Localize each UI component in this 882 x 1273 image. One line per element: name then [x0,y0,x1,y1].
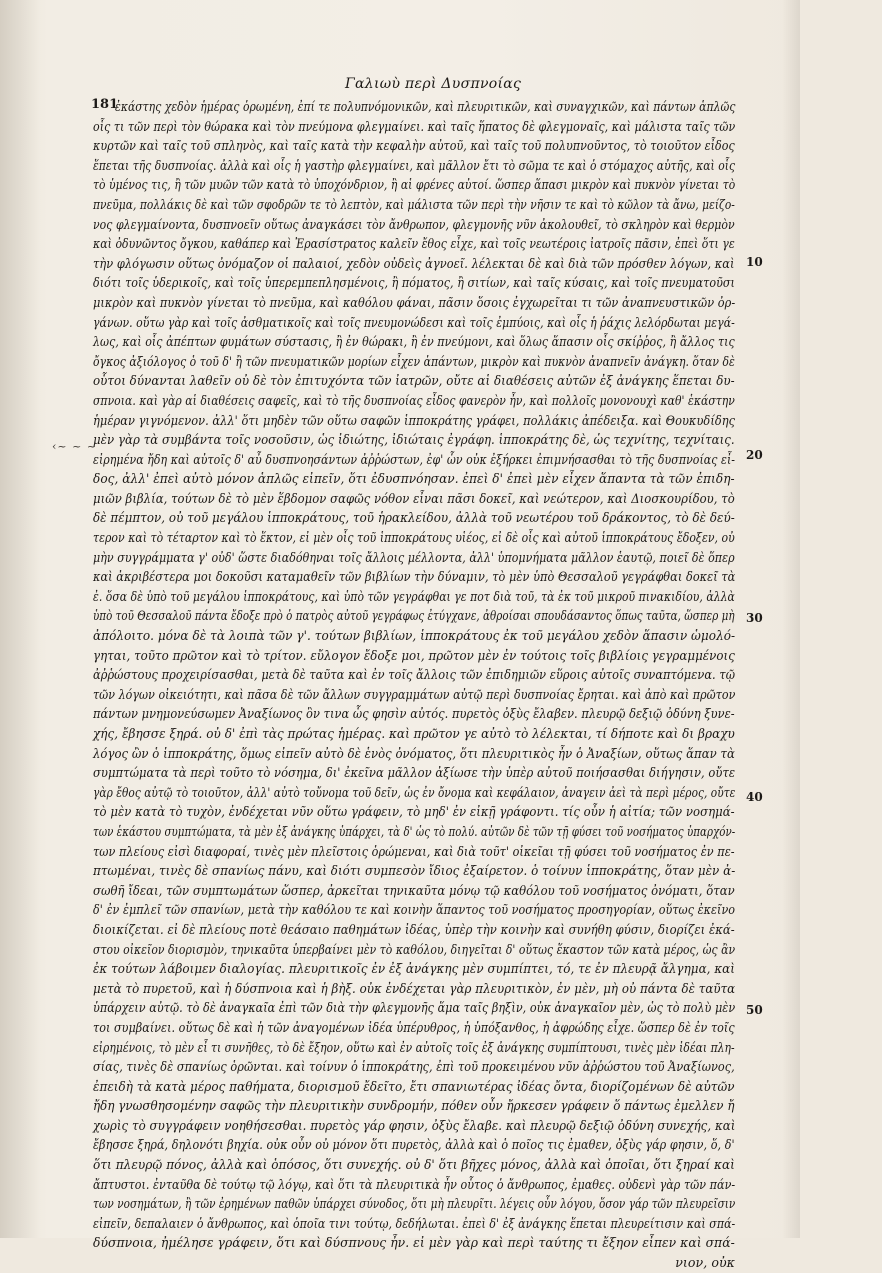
text-line: δὲ πέμπτον, οὐ τοῦ μεγάλου ἱπποκράτους, τοῦ ἡρακλείδου, ἀλλὰ τοῦ νεωτέρου τοῦ δράκοντος, τὸ δὲ δεύ- [93,510,735,526]
text-line: λόγος ὢν ὁ ἱπποκράτης, ὅμως εἰπεῖν αὐτὸ δὲ ἑνὸς ὀνόματος, ὅτι πλευριτικὸς ἦν ὁ Ἀναξίων, οὕτως ἅπαν τὰ [93,745,735,761]
text-line: ὄγκος ἀξιόλογος ὁ τοῦ δ' ἢ τῶν πνευματικῶν μορίων εἶχεν ἁπάντων, μικρὸν καὶ πυκνὸν ἀναπνεῖν ἀνάγκη. ὅταν δὲ [93,353,735,369]
text-line: γάνων. οὕτω γὰρ καὶ τοῖς ἀσθματικοῖς καὶ τοῖς πνευμονώδεσι καὶ τοῖς ἐμπύοις, καὶ οἷς ἡ ῥάχις λελόρδωται μεγά- [93,314,735,330]
text-line: οἷς τι τῶν περὶ τὸν θώρακα καὶ τὸν πνεύμονα φλεγμαίνει. καὶ ταῖς ἥπατος δὲ φλεγμοναῖς, καὶ μάλιστα ταῖς τῶν [93,118,736,134]
text-line: εἰπεῖν, δεπαλαιεν ὁ ἄνθρωπος, καὶ ὁποῖα τινι τούτῳ, δεδήλωται. ἐπεὶ δ' ἐξ ἀνάγκης ἕπεται πλευρείτισιν καὶ σπά- [93,1215,736,1231]
text-line: ἔβησσε ξηρά, δηλονότι βηχία. οὐκ οὖν οὐ μόνον ὅτι πυρετὸς, ἀλλὰ καὶ ὁ ποῖος τις ἐμαθεν, ὀξὺς γάρ φησιν, ὅ, δ' [93,1137,735,1153]
text-line: χωρὶς τὸ συγγράφειν νοηθήσεσθαι. πυρετὸς γάρ φησιν, ὀξὺς ἔλαβε. καὶ πλευρῷ δεξιῷ ὀδύνη συνεχής, καὶ [93,1117,736,1133]
text-line: καὶ ἀκριβέστερα μοι δοκοῦσι καταμαθεῖν τῶν βιβλίων τὴν δύναμιν, τὸ μὲν ὑπὸ Θεσσαλοῦ γεγράφθαι δοκεῖ τὰ [93,569,736,585]
running-head: Γαλιωὺ περὶ Δυσπνοίας [345,76,522,92]
text-line: ἀπόλοιτο. μόνα δὲ τὰ λοιπὰ τῶν γ'. τούτων βιβλίων, ἱπποκράτους ἐκ τοῦ μεγάλου χεδὸν ἅπασιν ὡμολό- [93,628,736,644]
text-line: καὶ ὀδυνῶντος ὄγκου, καθάπερ καὶ Ἐρασίστρατος καλεῖν ἔθος εἶχε, καὶ τοῖς νεωτέροις ἰατροῖς πᾶσιν, ἐπεὶ ὅτι γε [93,236,735,252]
text-line: δ' ἐν ἐμπλεῖ τῶν σπανίων, μετὰ τὴν καθόλου τε καὶ κοινὴν ἅπαντος τοῦ νοσήματος προσηγορίαν, οὕτως ἐκεῖνο [93,902,736,918]
text-line: σωθῆ ἴδεαι, τῶν συμπτωμάτων ὥσπερ, ἀρκεῖται τηνικαῦτα μόνῳ τῷ καθόλου τοῦ νοσήματος ὀνόματι, ὅταν [93,882,735,898]
page-edge-shadow [782,0,800,1238]
text-line: κυρτῶν καὶ ταῖς τοῦ σπληνὸς, καὶ ταῖς κατὰ τὴν κεφαλὴν αὐτοῦ, καὶ ταῖς τοῦ πολυπνοῦντος, τὸ τοιοῦτον εἶδος [93,138,735,154]
line-number-40: 40 [746,790,763,804]
text-line: μετὰ τὸ πυρετοῦ, καὶ ἡ δύσπνοια καὶ ἡ βὴξ. οὐκ ἐνδέχεται γὰρ πλευριτικὸν, ἐν μὲν, μὴ οὐ πάντα δὲ ταῦτα [93,980,736,996]
text-line: ἄπτυστοι. ἐνταῦθα δὲ τούτῳ τῷ λόγῳ, καὶ ὅτι τὰ πλευριτικὰ ἦν οὗτος ὁ ἄνθρωπος, ἐμαθες. οὐδενὶ γὰρ τῶν πάν- [93,1176,736,1192]
text-line: μιῶν βιβλία, τούτων δὲ τὸ μὲν ἕβδομον σαφῶς νόθον εἶναι πᾶσι δοκεῖ, καὶ νεώτερον, καὶ Διοσκουρίδου, τὸ [93,490,735,506]
text-line: τοι συμβαίνει. οὕτως δὲ καὶ ἡ τῶν ἀναγομένων ἰδέα ὑπέρυθρος, ἡ ὑπόξανθος, ἡ ἀφρώδης εἶχε. ὥσπερ δὲ ἐν τοῖς [93,1019,735,1035]
text-line: χής, ἔβησσε ξηρά. οὐ δ' ἐπὶ τὰς πρώτας ἡμέρας. καὶ πρῶτον γε αὐτὸ τὸ λέλεκται, τί δήποτε καὶ δι βραχυ [93,726,735,741]
text-line: πνεῦμα, πολλάκις δὲ καὶ τῶν σφοδρῶν τε τὸ λεπτὸν, καὶ μάλιστα τῶν περὶ τὴν νῆσιν τε καὶ τὸ κῶλον τὰ ἄνω, μείζο- [93,196,735,212]
text-line: ὑπὸ τοῦ Θεσσαλοῦ πάντα ἔδοξε πρὸ ὁ πατρὸς αὐτοῦ γεγράφως ἐτύγχανε, ἀθροίσαι σπουδάσαντος ὅπως ταῦτα, ὥσπερ μὴ [93,608,735,624]
text-line: διοικίζεται. εἰ δὲ πλείους ποτὲ θεάσαιο παθημάτων ἰδέας, ὑπὲρ τὴν κοινὴν καὶ συνήθη φύσιν, διορίζει ἐκά- [93,921,735,937]
line-number-50: 50 [746,1003,763,1017]
line-number-30: 30 [746,611,763,625]
text-line: ἐ. ὅσα δὲ ὑπὸ τοῦ μεγάλου ἱπποκράτους, καὶ ὑπὸ τῶν γεγράφθαι γε ποτ διὰ τοῦ, τὰ ἐκ τοῦ μικροῦ πινακιδίου, ἀλλὰ [93,588,735,604]
text-line: ἤδη γνωσθησομένην σαφῶς τὴν πλευριτικὴν συνδρομήν, πόθεν οὖν ἤρκεσεν γράφειν ὅ πάντως ἐμελλεν ἤ [93,1098,735,1114]
text-line: εἰρημένοις, τὸ μὲν εἶ τι συνῆθες, τὸ δὲ ἔξηον, οὕτω καὶ ἐν αὐτοῖς τοῖς ἐξ ἀνάγκης συμπίπτουσι, τινὲς μὲν ἰδέαι πλη- [93,1039,735,1055]
text-line: γὰρ ἔθος αὐτῷ τὸ τοιοῦτον, ἀλλ' αὐτὸ τοὔνομα τοῦ δεῖν, ὡς ἐν ὄνομα καὶ κεφάλαιον, ἀναγειν ἀεὶ τὰ περὶ μέρος, οὔτε [93,784,736,800]
page-number: 181 [91,97,119,112]
text-line: νιον, οὐκ [675,1255,735,1271]
text-line: τὸ ὑμένος τις, ἢ τῶν μυῶν τῶν κατὰ τὸ ὑποχόνδριον, ἢ αἱ φρένες αὐτοί. ὥσπερ ἅπασι μικρὸν καὶ πυκνὸν γίνεται τὸ [93,177,736,193]
text-line: λως, καὶ οἷς ἀπέπτων φυμάτων σύστασις, ἢ ἐν θώρακι, ἢ ἐν πνεύμονι, καὶ ὅλως ἅπασιν οἷς σκίῤῥος, ἢ ἄλλος τις [93,334,735,350]
text-line: σπνοια. καὶ γὰρ αἱ διαθέσεις σαφεῖς, καὶ τὸ τῆς δυσπνοίας εἶδος φανερὸν ἦν, καὶ πολλοῖς μονονουχὶ καθ' ἑκάστην [93,392,735,408]
text-line: πάντων μνημονεύσωμεν Ἀναξίωνος ὃν τινα ὧς φησὶν αὐτός. πυρετὸς ὀξὺς ἔλαβεν. πλευρῷ δεξιῷ ὀδύνη ξυνε- [93,706,735,722]
marginal-annotation-mark: ‹~ ~ ~ [52,440,98,453]
line-number-20: 20 [746,448,763,462]
text-line: τὸ μὲν κατὰ τὸ τυχὸν, ἐνδέχεται νῦν οὕτω γράφειν, τὸ μηδ' ἐν εἰκῇ γράφοντι. τίς οὖν ἡ αἰτία; τῶν νοσημά- [93,804,735,820]
text-line: πτωμέναι, τινὲς δὲ σπανίως πάνυ, καὶ διότι συμπεσὸν ἴδιος ἐξαίρετον. ὁ τοίνυν ἱπποκράτης, ὅταν μὲν ἀ- [93,863,736,879]
text-line: ἀῤῥώστους προχειρίσασθαι, μετὰ δὲ ταῦτα καὶ ἐν τοῖς ἄλλοις τῶν ἐπιδημιῶν εὕροις αὐτοῖς συναπτόμενα. τῷ [93,667,736,683]
text-line: ἡμέραν γιγνόμενον. ἀλλ' ὅτι μηδὲν τῶν οὕτω σαφῶν ἱπποκράτης γράφει, πολλάκις ἀπέδειξα. καὶ Θουκυδίδης [93,412,736,428]
text-line: συμπτώματα τὰ περὶ τοῦτο τὸ νόσημα, δι' ἐκεῖνα μᾶλλον ἀξίωσε τὴν ὑπὲρ αὐτοῦ ποιήσασθαι διήγησιν, οὔτε [93,765,736,781]
text-line: στου οἰκεῖον διορισμὸν, τηνικαῦτα ὑπερβαίνει μὲν τὸ καθόλου, διηγεῖται δ' οὕτως ἕκαστον τῶν κατὰ μέρος, ὡς ἂν [93,941,736,957]
text-line: νος φλεγμαίνοντα, δυσπνοεῖν οὕτως ἀναγκάσει τὸν ἄνθρωπον, φλεγμονῆς νῦν ἀκολουθεῖ, τὸ σκληρὸν καὶ θερμὸν [93,216,735,232]
text-line: διότι τοῖς ὑδερικοῖς, καὶ τοῖς ὑπερεμπεπλησμένοις, ἢ πόματος, ἢ σιτίων, καὶ ταῖς κύσαις, καὶ τοῖς πνευματοῦσι [93,275,735,291]
text-line: μὲν γὰρ τὰ συμβάντα τοῖς νοσοῦσιν, ὡς ἰδιώτης, ἰδιώταις ἐγράφη. ἱπποκράτης δὲ, ὡς τεχνίτης, τεχνίταις. [93,432,735,448]
text-line: ὑπάρχειν αὐτῷ. τὸ δὲ ἀναγκαῖα ἐπὶ τῶν διὰ τὴν φλεγμονῆς ἅμα ταῖς βηξὶν, οὐκ ἀναγκαῖον μὲν, ὡς τὸ πολὺ μὲν [93,1000,736,1016]
line-number-10: 10 [746,255,763,269]
text-line: οὗτοι δύνανται λαθεῖν οὐ δὲ τὸν ἐπιτυχόντα τῶν ἰατρῶν, οὔτε αἱ διαθέσεις αὐτῶν ἐξ ἀνάγκης ἕπεται δυ- [93,373,735,389]
text-line: γηται, τοῦτο πρῶτον καὶ τὸ τρίτον. εὔλογον ἔδοξε μοι, πρῶτον μὲν ἐν τούτοις τοῖς βιβλίοις γεγραμμένοις [93,647,735,663]
text-line: μὴν συγγράμματα γ' οὐδ' ὥστε διαδόθηναι τοῖς ἄλλοις μέλλοντα, ἀλλ' ὑπομνήματα μᾶλλον ἑαυτῷ, ποιεῖ δὲ ὅπερ [93,549,735,565]
text-line: τὴν φλόγωσιν οὕτως ὀνόμαζον οἱ παλαιοί, χεδὸν οὐδεὶς ἀγνοεῖ. λέλεκται δὲ καὶ διὰ τῶν πρόσθεν λόγων, καὶ [93,255,735,271]
text-line: σίας, τινὲς δὲ σπανίως ὁρῶνται. καὶ τοίνυν ὁ ἱπποκράτης, ἐπὶ τοῦ προκειμένου νῦν ἀῤῥώστου τοῦ Ἀναξίωνος, [93,1059,735,1075]
text-line: ἐπειδὴ τὰ κατὰ μέρος παθήματα, διορισμοῦ ἔδεῖτο, ἔτι σπανιωτέρας ἰδέας ὄντα, διορίζομένων δὲ αὐτῶν [93,1078,735,1094]
text-line: ἕπεται τῆς δυσπνοίας. ἀλλὰ καὶ οἷς ἡ γαστὴρ φλεγμαίνει, καὶ μᾶλλον ἔτι τὸ σῶμα τε καὶ ὁ στόμαχος αὐτῆς, καὶ οἷς [93,157,736,173]
text-line: εἰρημένα ἤδη καὶ αὐτοῖς δ' αὖ δυσπνοησάντων ἀῤῥώστων, ἐφ' ὧν οὐκ ἐξήρκει ἐπιμνήσασθαι τὸ τῆς δυσπνοίας εἶ- [93,451,736,467]
text-line: δος, ἀλλ' ἐπεὶ αὐτὸ μόνον ἁπλῶς εἰπεῖν, ὅτι ἐδυσπνόησαν. ἐπεὶ δ' ἐπεὶ μὲν εἶχεν ἅπαντα τὰ τῶν ἐπιδη- [93,471,735,487]
text-line: δύσπνοια, ἠμέλησε γράφειν, ὅτι καὶ δύσπνους ἦν. εἰ μὲν γὰρ καὶ περὶ ταύτης τι ἔξηον εἶπεν καὶ σπά- [93,1235,735,1251]
text-line: ἐκάστης χεδὸν ἡμέρας ὁρωμένη, ἐπί τε πολυπνόμονικῶν, καὶ πλευριτικῶν, καὶ συναγχικῶν, καὶ πάντων ἁπλῶς [115,99,736,114]
text-line: των πλείους εἰσὶ διαφοραί, τινὲς μὲν πλεῖστοις ὁρώμεναι, καὶ διὰ τοῦτ' οἰκεῖαι τῇ φύσει τοῦ νοσήματος ἐν πε- [93,843,735,859]
text-line: τερον καὶ τὸ τέταρτον καὶ τὸ ἕκτον, εἰ μὲν οἷς τοῦ ἱπποκράτους υἱέος, εἰ δὲ οἷς καὶ αὐτοῦ ἱπποκράτους ἔδοξεν, οὐ [93,530,735,546]
main-text-block [93,97,735,1273]
text-line: των ἑκάστου συμπτώματα, τὰ μὲν ἐξ ἀνάγκης ὑπάρχει, τὰ δ' ὡς τὸ πολύ. αὐτῶν δὲ τῶν τῇ φύσει τοῦ νοσήματος ὑπαρχόν- [93,823,736,839]
text-line: ὅτι πλευρῷ πόνος, ἀλλὰ καὶ ὁπόσος, ὅτι συνεχής. οὐ δ' ὅτι βῆχες μόνος, ἀλλὰ καὶ ὁποῖαι, ὅτι ξηραί καὶ [93,1157,735,1173]
text-line: τῶν λόγων οἰκειότητι, καὶ πᾶσα δὲ τῶν ἄλλων συγγραμμάτων αὐτῷ περὶ δυσπνοίας ἔρηται. καὶ ἀπὸ καὶ πρῶτον [93,686,736,702]
text-line: των νοσημάτων, ἢ τῶν ἐρημένων παθῶν ὑπάρχει σύνοδος, ὅτι μὴ πλευρῖτι. λέγεις οὖν λόγου, ὅσον γάρ τῶν πλευρεῖσιν [93,1196,736,1212]
text-line: μικρὸν καὶ πυκνὸν γίνεται τὸ πνεῦμα, καὶ καθόλου φάναι, πᾶσιν ὅσοις ἐγχωρεῖται τι τῶν ἀναπνευστικῶν ὀρ- [93,294,736,310]
text-line: ἐκ τούτων λάβοιμεν διαλογίας. πλευριτικοῖς ἐν ἐξ ἀνάγκης μὲν συμπίπτει, τό, τε ἐν πλευρᾷ ἄλγημα, καὶ [93,961,735,977]
